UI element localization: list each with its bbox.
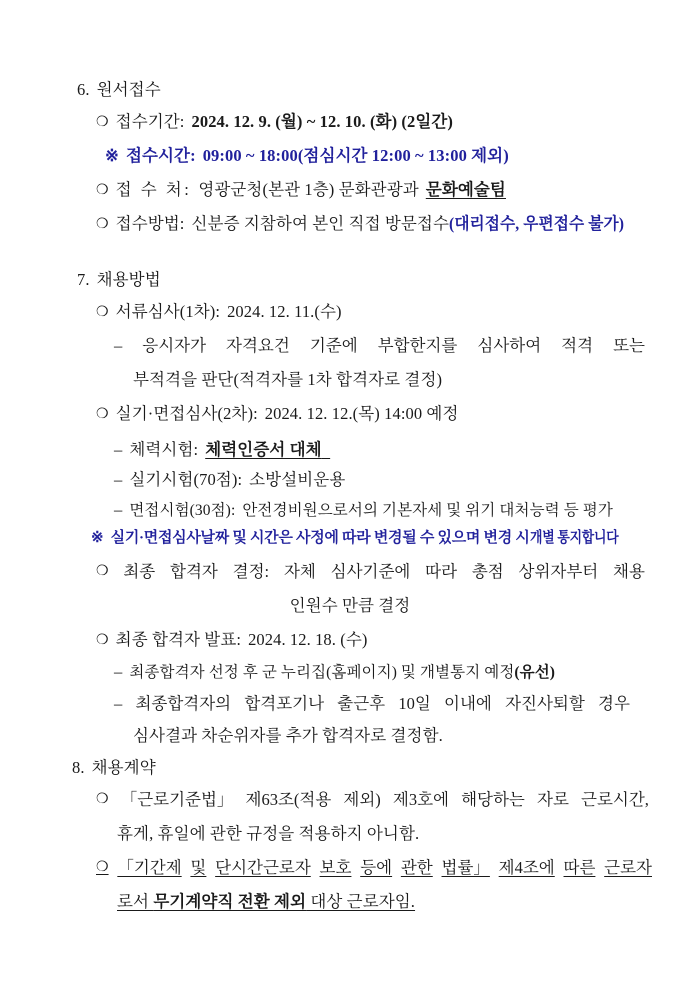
word: 따른 [563,858,596,877]
item-label: 실기시험(70점): [129,470,243,489]
section-8-item-0-line1 [96,790,649,810]
item-value-plain: 신분증 지참하여 본인 직접 방문접수 [191,214,449,233]
word: 최종합격자의 [135,694,232,713]
item-value: 2024. 12. 11.(수) [227,302,342,321]
section-8-number: 8. [72,758,85,777]
item-value-plain: 영광군청(본관 1층) 문화관광과 [198,180,419,199]
section-6-heading [77,80,161,100]
section-7-item-5 [114,500,613,521]
word: 합격포기나 [244,694,325,713]
section-7-item-10-line2: 심사결과 차순위자를 추가 합격자로 결정함. [133,726,443,745]
word: 상위자부터 [518,562,599,581]
word: 부합한지를 [377,336,458,355]
section-7-item-0 [96,302,342,323]
dash-bullet-icon: – [114,470,123,489]
dash-bullet-icon: – [114,336,123,355]
circle-bullet-icon: ❍ [96,407,109,422]
word: 합격자 [170,562,218,581]
word: 자로 [537,790,569,809]
item-label: 최종 합격자 발표: [115,630,242,649]
text-tail: 대상 근로자임. [306,892,416,911]
section-7-item-6-note [91,528,632,548]
item-label: 접 수 처: [115,180,192,199]
word: 등에 [360,858,393,877]
circle-bullet-icon: ❍ [96,792,109,807]
word: 적격 [561,336,594,355]
item-label: 면접시험(30점): [129,502,236,519]
item-label: 접수시간: [125,146,196,165]
item-value: 2024. 12. 9. (월) ~ 12. 10. (화) (2일간) [191,112,454,131]
text-emphasis: 무기계약직 전환 제외 [153,892,307,911]
word: 근로자 [604,858,652,877]
circle-bullet-icon: ❍ [96,183,109,198]
word: 제4조에 [498,858,555,877]
item-value-blue: (대리접수, 우편접수 불가) [449,214,625,233]
section-6-item-3 [96,214,633,235]
section-8-item-0-line2: 휴게, 휴일에 관한 규정을 적용하지 아니함. [117,824,420,843]
word: 단시간근로자 [215,858,311,877]
item-value-emphasis: 체력인증서 대체 [205,440,322,459]
circle-bullet-icon: ❍ [96,305,109,320]
word: 심사기준에 [330,562,411,581]
word: 10일 [398,694,431,713]
word: 제3호에 [392,790,449,809]
word: 또는 [613,336,645,355]
circle-bullet-icon: ❍ [96,860,109,875]
word: 관한 [400,858,433,877]
section-7-item-8 [96,630,367,651]
section-7-item-9 [114,662,555,683]
item-value: 안전경비원으로서의 기본자세 및 위기 대처능력 등 평가 [242,502,613,519]
word: 자격요건 [226,336,290,355]
section-7-item-4 [114,470,345,490]
section-6-item-2 [96,180,506,201]
word: 심사하여 [477,336,542,355]
section-7-item-10-line1 [114,694,630,714]
word: 법률」 [441,858,490,877]
circle-bullet-icon: ❍ [96,564,109,579]
word: 제63조(적용 [245,790,332,809]
item-label: 서류심사(1차): [115,302,221,321]
dash-bullet-icon: – [114,440,123,459]
section-8-title: 채용계약 [91,758,156,777]
section-7-title: 채용방법 [96,270,161,289]
item-value: 09:00 ~ 18:00(점심시간 12:00 ~ 13:00 제외) [202,146,509,165]
word: 결정: [232,562,270,581]
asterisk-note-icon: ※ [91,530,104,546]
item-value: 소방설비운용 [249,470,346,489]
word: 해당하는 [461,790,525,809]
word: 응시자가 [142,336,207,355]
item-value-tail: 개별 통지합니다 [529,530,618,546]
section-6-number: 6. [77,80,90,99]
item-value-plain: 최종합격자 선정 후 군 누리집(홈페이지) 및 개별통지 예정 [129,664,515,681]
circle-bullet-icon: ❍ [96,633,109,648]
word: 출근후 [337,694,386,713]
item-label: 접수기간: [115,112,185,131]
word: 및 [190,858,207,877]
section-6-item-0 [96,112,453,133]
section-7-heading [77,270,161,290]
word: 채용 [613,562,645,581]
item-value: 2024. 12. 18. (수) [248,630,368,649]
text-head: 로서 [117,892,154,911]
section-7-item-1-line1 [114,336,645,356]
section-6-title: 원서접수 [96,80,161,99]
word: 기준에 [309,336,358,355]
section-7-item-3 [114,440,330,460]
word: 이내에 [444,694,492,713]
item-value-head: 실기·면접심사날짜 및 시간은 사정에 따라 변경될 수 있으며 변경 시 [110,530,530,546]
section-8-item-1-line2 [117,892,415,912]
item-label: 체력시험: [129,440,199,459]
item-value-emphasis: 문화예술팀 [425,180,506,199]
word: 「기간제 [117,858,182,877]
section-7-item-1-line2: 부적격을 판단(적격자를 1차 합격자로 결정) [133,370,443,389]
section-7-item-7-line1 [96,562,645,582]
word: 제외) [343,790,381,809]
section-8-item-1-line1 [96,858,652,878]
word: 「근로기준법」 [120,790,234,809]
dash-bullet-icon: – [114,500,123,519]
item-value-emphasis: (유선) [514,664,556,681]
section-7-number: 7. [77,270,90,289]
item-label: 실기·면접심사(2차): [115,404,258,423]
section-7-item-7-line2: 인원수 만큼 결정 [289,596,411,615]
dash-bullet-icon: – [114,662,123,681]
word: 근로시간, [581,790,649,809]
section-6-item-1-note [105,146,509,166]
word: 보호 [319,858,352,877]
word: 총점 [471,562,504,581]
section-8-heading [72,758,156,778]
circle-bullet-icon: ❍ [96,115,109,130]
word: 경우 [598,694,630,713]
item-label: 접수방법: [115,214,185,233]
item-value: 2024. 12. 12.(목) 14:00 예정 [264,404,459,423]
word: 자체 [283,562,316,581]
dash-bullet-icon: – [114,694,123,713]
word: 최종 [123,562,156,581]
section-7-item-2 [96,404,459,425]
word: 자진사퇴할 [505,694,585,713]
circle-bullet-icon: ❍ [96,217,109,232]
word: 따라 [425,562,458,581]
asterisk-note-icon: ※ [105,146,119,165]
